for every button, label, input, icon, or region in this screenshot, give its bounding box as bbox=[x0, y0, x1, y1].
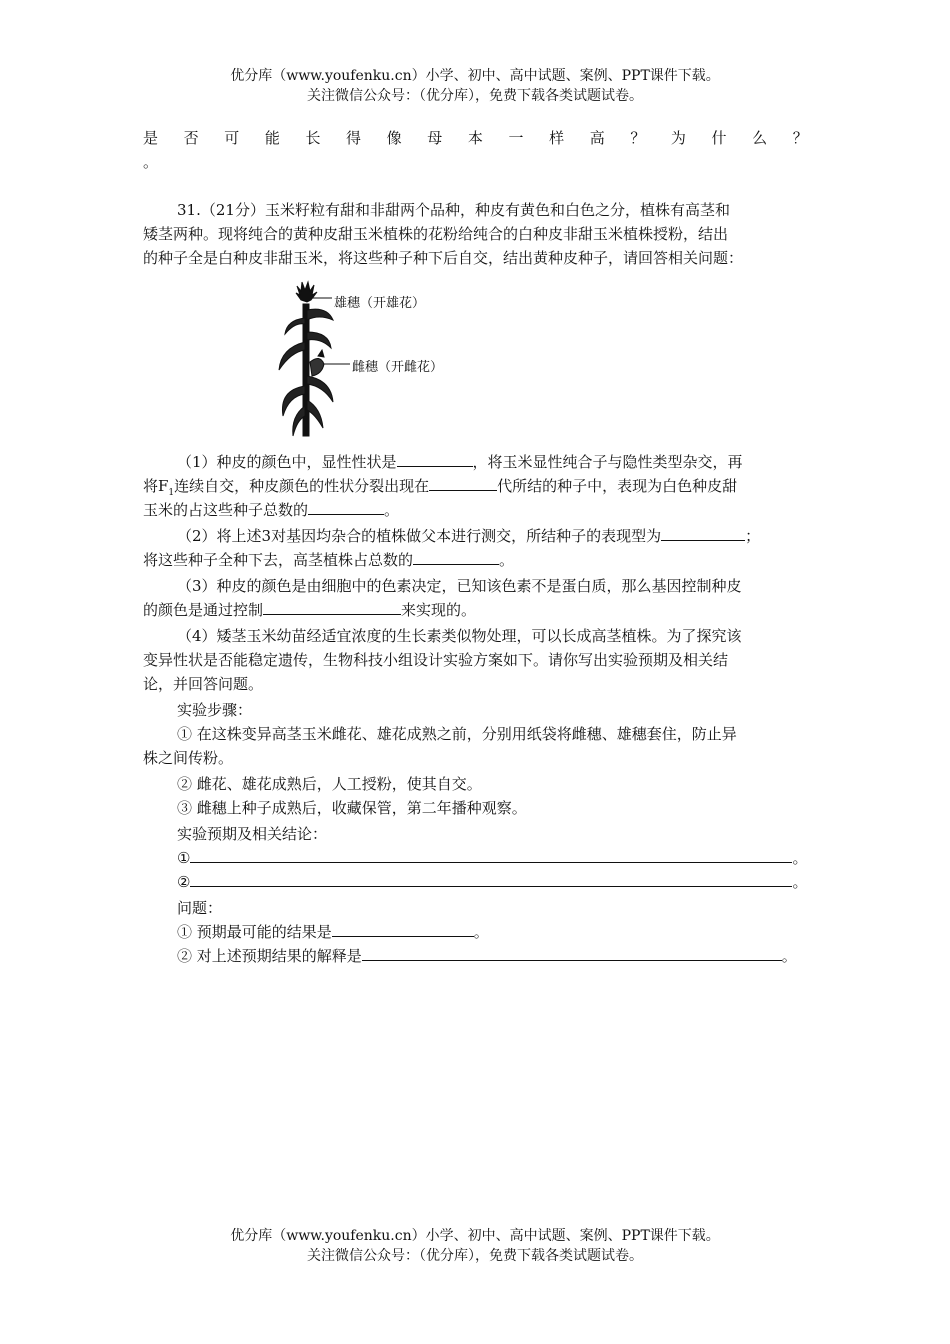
ear-label: 雌穗（开雌花） bbox=[352, 360, 444, 375]
answer-blank-prediction-1[interactable] bbox=[190, 848, 792, 863]
q31-part3-line1: （3）种皮的颜色是由细胞中的色素决定，已知该色素不是蛋白质，那么基因控制种皮 bbox=[177, 577, 742, 595]
q31-part4-line3: 论，并回答问题。 bbox=[143, 675, 264, 693]
question-2: ② 对上述预期结果的解释是 。 bbox=[177, 947, 797, 965]
q31-stem-line3: 的种子全是白种皮非甜玉米，将这些种子种下后自交，结出黄种皮种子，请回答相关问题： bbox=[143, 249, 744, 267]
question-1: ① 预期最可能的结果是 。 bbox=[177, 923, 489, 941]
step-1-line1: ① 在这株变异高茎玉米雌花、雄花成熟之前，分别用纸袋将雌穗、雄穗套住，防止异 bbox=[177, 725, 737, 743]
answer-blank-gene-control[interactable] bbox=[263, 600, 401, 615]
q31-part1-line3: 玉米的占这些种子总数的 。 bbox=[143, 501, 400, 519]
step-1-line2: 株之间传粉。 bbox=[143, 749, 234, 767]
q31-part4-line2: 变异性状是否能稳定遗传，生物科技小组设计实验方案如下。请你写出实验预期及相关结 bbox=[143, 651, 729, 669]
q31-part2-line2: 将这些种子全种下去，高茎植株占总数的 。 bbox=[143, 551, 515, 569]
q31-part2-line1: （2）将上述3对基因均杂合的植株做父本进行测交，所结种子的表现型为 ； bbox=[177, 527, 761, 545]
q31-part1-line1: （1）种皮的颜色中，显性性状是 ，将玉米显性纯合子与隐性类型杂交，再 bbox=[177, 453, 743, 471]
answer-blank-tall-ratio[interactable] bbox=[413, 550, 499, 565]
page-footer-line1: 优分库（www.youfenku.cn）小学、初中、高中试题、案例、PPT课件下载。 bbox=[230, 1228, 720, 1244]
prediction-2: ② 。 bbox=[177, 873, 808, 891]
page-header-line1: 优分库（www.youfenku.cn）小学、初中、高中试题、案例、PPT课件下载。 bbox=[230, 68, 720, 84]
answer-blank-dominant-trait[interactable] bbox=[397, 452, 473, 467]
prediction-title: 实验预期及相关结论： bbox=[177, 825, 328, 843]
answer-blank-phenotypes[interactable] bbox=[661, 526, 745, 541]
previous-question-line: 是 否 可 能 长 得 像 母 本 一 样 高 ？ 为 什 么 ？ bbox=[143, 129, 808, 147]
previous-question-end: 。 bbox=[143, 153, 159, 171]
q31-part4-line1: （4）矮茎玉米幼苗经适宜浓度的生长素类似物处理，可以长成高茎植株。为了探究该 bbox=[177, 627, 742, 645]
q31-stem-line2: 矮茎两种。现将纯合的黄种皮甜玉米植株的花粉给纯合的白种皮非甜玉米植株授粉，结出 bbox=[143, 225, 729, 243]
questions-title: 问题： bbox=[177, 899, 223, 917]
step-2: ② 雌花、雄花成熟后，人工授粉，使其自交。 bbox=[177, 775, 482, 793]
answer-blank-likely-result[interactable] bbox=[332, 922, 474, 937]
answer-blank-proportion[interactable] bbox=[308, 500, 384, 515]
q31-part3-line2: 的颜色是通过控制 来实现的。 bbox=[143, 601, 477, 619]
answer-blank-prediction-2[interactable] bbox=[190, 872, 792, 887]
tassel-label: 雄穗（开雄花） bbox=[334, 296, 426, 311]
page-footer-line2: 关注微信公众号：（优分库），免费下载各类试题试卷。 bbox=[307, 1248, 643, 1264]
step-3: ③ 雌穗上种子成熟后，收藏保管，第二年播种观察。 bbox=[177, 799, 527, 817]
page-header-line2: 关注微信公众号：（优分库），免费下载各类试题试卷。 bbox=[307, 88, 643, 104]
prediction-1: ① 。 bbox=[177, 849, 808, 867]
steps-title: 实验步骤： bbox=[177, 701, 253, 719]
answer-blank-explanation[interactable] bbox=[362, 946, 782, 961]
q31-part1-line2: 将$F_1$连续自交，种皮颜色的性状分裂出现在 代所结的种子中，表现为白色种皮甜 bbox=[143, 477, 738, 498]
answer-blank-generation[interactable] bbox=[429, 476, 497, 491]
q31-stem-line1: 31.（21分）玉米籽粒有甜和非甜两个品种，种皮有黄色和白色之分，植株有高茎和 bbox=[177, 201, 730, 219]
